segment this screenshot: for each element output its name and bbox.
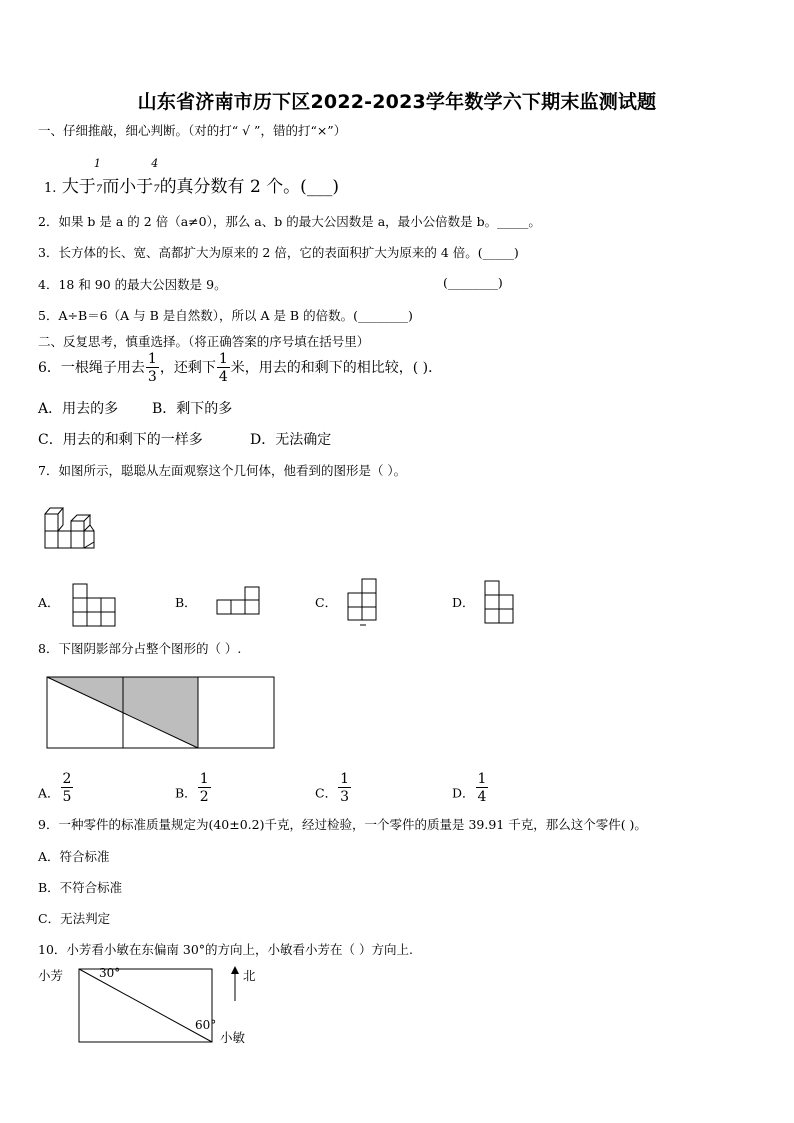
q6-suffix: 米，用去的和剩下的相比较，( )． (230, 360, 443, 376)
question-3: 3．长方体的长、宽、高都扩大为原来的 2 倍，它的表面积扩大为原来的 4 倍。(_____) (38, 245, 519, 260)
q7-option-d: D． (452, 595, 475, 610)
q1-fraction-1: 1 7 (93, 157, 103, 195)
q10-label-xiaofang: 小芳 (38, 968, 64, 983)
question-6 (38, 352, 442, 384)
q7-solid-figure (44, 504, 100, 550)
q6-option-b: B．剩下的多 (152, 401, 233, 417)
q8-option-c: C． $\frac{1}{3}$ (315, 771, 349, 805)
q6-mid: ，还剩下 (159, 360, 216, 376)
q6-prefix: 6．一根绳子用去 (38, 360, 145, 376)
q10-angle-30: 30° (99, 966, 121, 980)
q8-option-a: A． $\frac{2}{5}$ (38, 771, 72, 805)
q7-option-b: B． (175, 595, 197, 610)
q1-suffix: 的真分数有 2 个。(___) (159, 177, 339, 197)
question-4: 4．18 和 90 的最大公因数是 9。 (38, 277, 227, 292)
q8-option-b: B． $\frac{1}{2}$ (175, 771, 209, 805)
q1-fraction-2: 4 7 (151, 157, 160, 195)
q7-option-c-figure (347, 578, 379, 628)
question-1 (44, 157, 339, 197)
question-7: 7．如图所示，聪聪从左面观察这个几何体，他看到的图形是（ ）。 (38, 463, 407, 478)
q7-option-a-figure (72, 583, 117, 627)
question-4-blank: (________) (443, 275, 503, 290)
north-arrow-icon (230, 966, 240, 1002)
q1-num: 1. (44, 181, 57, 196)
q7-option-b-figure (216, 586, 262, 616)
q6-fraction-2: $\frac{1}{4}$ (218, 351, 228, 385)
q9-option-a: A．符合标准 (38, 849, 110, 864)
q8-shaded-figure (45, 675, 277, 751)
question-8: 8．下图阴影部分占整个图形的（ ）. (38, 641, 242, 656)
question-5: 5．A÷B＝6（A 与 B 是自然数），所以 A 是 B 的倍数。(________) (38, 308, 413, 323)
q6-option-c: C．用去的和剩下的一样多 (38, 432, 203, 448)
q9-option-c: C．无法判定 (38, 911, 111, 926)
q6-option-d: D．无法确定 (250, 432, 332, 448)
q10-label-north: 北 (243, 968, 256, 983)
page-title: 山东省济南市历下区2022-2023学年数学六下期末监测试题 (137, 91, 657, 113)
q9-option-b: B．不符合标准 (38, 880, 123, 895)
q1-mid: 而小于 (102, 177, 154, 197)
question-10: 10．小芳看小敏在东偏南 30°的方向上，小敏看小芳在（ ）方向上. (38, 942, 413, 957)
q1-prefix: 大于 (61, 177, 96, 197)
q7-option-a: A． (38, 595, 60, 610)
q7-option-c: C． (315, 595, 338, 610)
q10-angle-60: 60° (195, 1018, 217, 1032)
question-9: 9．一种零件的标准质量规定为(40±0.2)千克，经过检验，一个零件的质量是 39.91 千克，那么这个零件( )。 (38, 817, 647, 832)
q6-option-a: A．用去的多 (38, 401, 119, 417)
section2-heading: 二、反复思考，慎重选择。（将正确答案的序号填在括号里） (38, 334, 370, 349)
q6-fraction-1: $\frac{1}{3}$ (147, 351, 157, 385)
q8-option-d: D． $\frac{1}{4}$ (452, 771, 487, 805)
q10-label-xiaomin: 小敏 (220, 1030, 246, 1045)
question-2: 2．如果 b 是 a 的 2 倍（a≠0），那么 a、b 的最大公因数是 a，最小公倍数是 b。_____。 (38, 214, 541, 229)
q7-option-d-figure (484, 580, 516, 625)
section1-heading: 一、仔细推敲，细心判断。（对的打“ √ ”，错的打“×”） (38, 123, 347, 138)
